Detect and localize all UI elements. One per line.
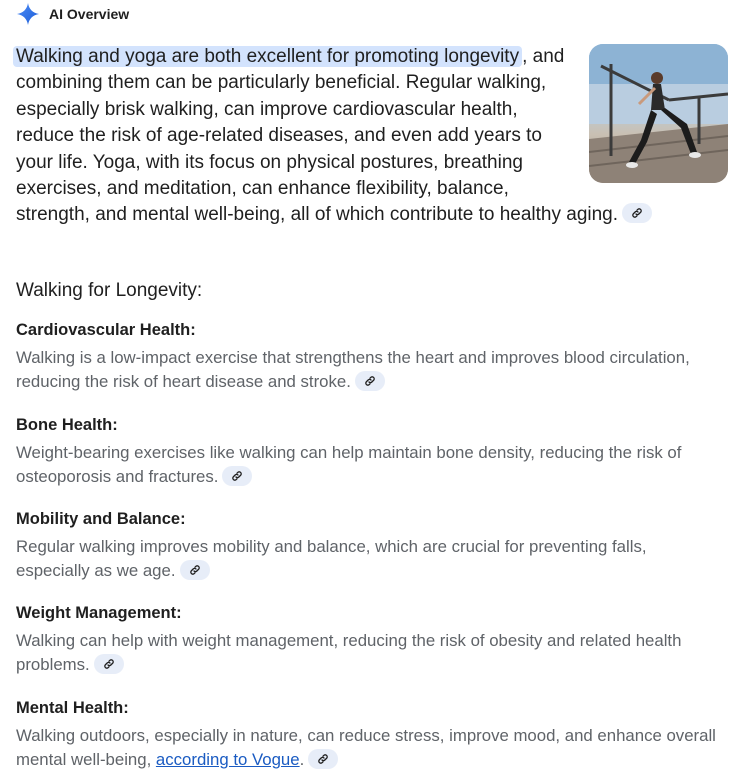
item-title: Weight Management:: [16, 604, 182, 622]
ai-overview-title: AI Overview: [49, 6, 130, 22]
link-icon: [364, 375, 376, 387]
item-body: [16, 346, 716, 394]
item-title: Bone Health:: [16, 416, 118, 434]
list-item: [16, 509, 716, 583]
list-item: [16, 603, 716, 677]
item-body-text: Weight-bearing exercises like walking can help maintain bone density, reducing the risk of osteoporosis and fractures.: [16, 443, 682, 486]
link-icon: [103, 658, 115, 670]
list-item: [16, 698, 716, 772]
source-link-chip[interactable]: [308, 749, 338, 769]
vogue-link[interactable]: according to Vogue: [155, 750, 300, 769]
source-link-chip[interactable]: [222, 466, 252, 486]
sparkle-icon: [16, 2, 40, 26]
link-icon: [631, 207, 643, 219]
intro-paragraph: [16, 44, 676, 229]
source-link-chip[interactable]: [355, 371, 385, 391]
item-title: Mobility and Balance:: [16, 510, 186, 528]
link-icon: [231, 470, 243, 482]
item-body-text: .: [299, 750, 305, 769]
intro-text: , and combining them can be particularly beneficial. Regular walking, especially brisk walking, can improve cardiovascular health, reduce the risk of age-related diseases, and even add years to your life. Yoga, with its focus on physical postures, breathing exercises, and meditation, can enhance flexibility, balance, strength, and mental well-being, all of which contribute to healthy aging.: [16, 46, 619, 226]
item-body: [16, 629, 716, 677]
list-item: [16, 320, 716, 394]
source-link-chip[interactable]: [94, 654, 124, 674]
item-title: Cardiovascular Health:: [16, 321, 196, 339]
intro-highlight: Walking and yoga are both excellent for promoting longevity: [13, 46, 522, 67]
item-body: [16, 724, 716, 772]
source-link-chip[interactable]: [180, 560, 210, 580]
source-link-chip[interactable]: [622, 203, 652, 223]
section-heading: Walking for Longevity:: [16, 280, 203, 301]
item-body-text: Walking can help with weight management, reducing the risk of obesity and related health problems.: [16, 631, 682, 674]
article-thumbnail[interactable]: [589, 44, 728, 183]
link-icon: [317, 753, 329, 765]
item-body: [16, 441, 716, 489]
item-body-text: Walking is a low-impact exercise that strengthens the heart and improves blood circulation, reducing the risk of heart disease and stroke.: [16, 348, 690, 391]
link-icon: [189, 564, 201, 576]
ai-overview-header: [16, 2, 129, 26]
item-body: [16, 535, 716, 583]
list-item: [16, 415, 716, 489]
item-body-text: Walking outdoors, especially in nature, can reduce stress, improve mood, and enhance overall mental well-being,: [16, 726, 716, 769]
item-title: Mental Health:: [16, 699, 129, 717]
item-body-text: Regular walking improves mobility and balance, which are crucial for preventing falls, especially as we age.: [16, 537, 647, 580]
